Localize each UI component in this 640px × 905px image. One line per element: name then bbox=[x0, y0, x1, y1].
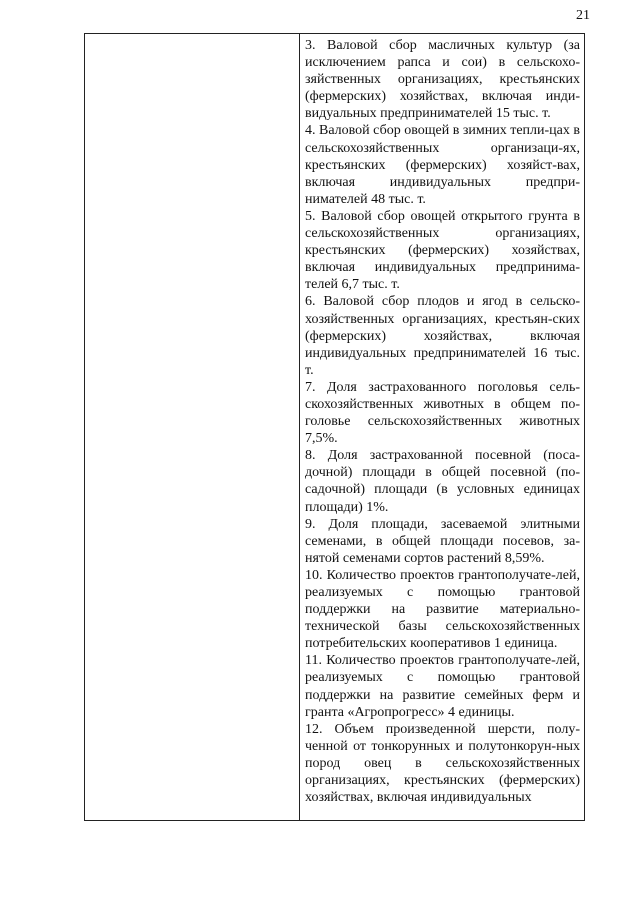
indicator-item-7: 7. Доля застрахованного поголовья сель-скохозяйственных животных в общем по-головье сельскохозяйственных животных 7,5%. bbox=[305, 379, 580, 447]
indicator-item-9: 9. Доля площади, засеваемой элитными семенами, в общей площади посевов, за-нятой семенами сортов растений 8,59%. bbox=[305, 516, 580, 566]
page-number: 21 bbox=[576, 8, 590, 23]
table-cell-right bbox=[300, 34, 585, 821]
indicator-item-5: 5. Валовой сбор овощей открытого грунта в сельскохозяйственных организациях, крестьянских (фермерских) хозяйствах, включая индивидуальных предпринима-телей 6,7 тыс. т. bbox=[305, 208, 580, 293]
indicator-item-4: 4. Валовой сбор овощей в зимних тепли-цах в сельскохозяйственных организаци-ях, крестьянских (фермерских) хозяйст-вах, включая индивидуальных предпри-нимателей 48 тыс. т. bbox=[305, 123, 580, 207]
indicator-item-10: 10. Количество проектов грантополучате-лей, реализуемых с помощью грантовой поддержки на развитие материально-технической базы сельскохозяйственных потребительских кооперативов 1 единица. bbox=[305, 567, 580, 652]
table-cell-left bbox=[85, 34, 300, 821]
indicator-item-6: 6. Валовой сбор плодов и ягод в сельско-хозяйственных организациях, крестьян-ских (фермерских) хозяйствах, включая индивидуальных предпринимателей 16 тыс. т. bbox=[305, 294, 580, 378]
indicator-item-12: 12. Объем произведенной шерсти, полу-ченной от тонкорунных и полутонкорун-ных пород овец в сельскохозяйственных организациях, крестьянских (фермерских) хозяйствах, включая индивидуальных bbox=[305, 721, 580, 806]
indicators-table bbox=[84, 33, 585, 821]
indicator-item-8: 8. Доля застрахованной посевной (поса-дочной) площади в общей посевной (по-садочной) площади (в условных единицах площади) 1%. bbox=[305, 448, 580, 515]
indicator-item-11: 11. Количество проектов грантополучате-лей, реализуемых с помощью грантовой поддержки на развитие семейных ферм и гранта «Агропрогресс» 4 единицы. bbox=[305, 653, 580, 720]
table-row bbox=[85, 34, 585, 821]
indicator-list bbox=[300, 34, 584, 806]
indicator-item-3: 3. Валовой сбор масличных культур (за исключением рапса и сои) в сельскохо-зяйственных организациях, крестьянских (фермерских) хозяйствах, включая инди-видуальных предпринимателей 15 тыс. т. bbox=[305, 38, 580, 122]
